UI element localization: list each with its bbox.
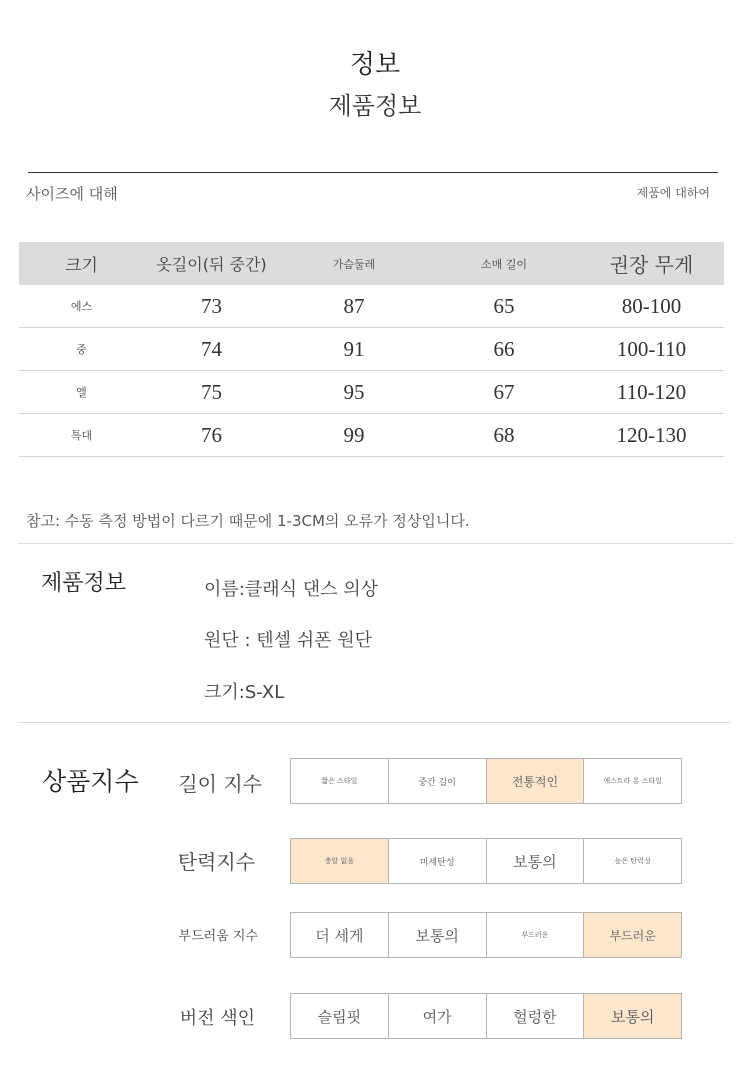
size-cell: 에스: [19, 285, 144, 328]
elasticity-index-scale: [290, 838, 682, 884]
length-option-short: 짧은 스타일: [291, 759, 389, 803]
fit-option-slim: 슬림핏: [291, 994, 389, 1038]
length-option-traditional: 전통적인: [487, 759, 585, 803]
length-cell: 76: [144, 414, 279, 457]
header-length: 옷길이(뒤 중간): [144, 242, 279, 285]
chest-cell: 87: [279, 285, 429, 328]
elasticity-index-label: 탄력지수: [177, 850, 255, 874]
fit-option-casual: 여가: [389, 994, 487, 1038]
elasticity-option-slight: 미세탄성: [389, 839, 487, 883]
section-divider: [18, 543, 733, 544]
table-row: [19, 285, 724, 328]
chest-cell: 99: [279, 414, 429, 457]
sleeve-cell: 68: [429, 414, 579, 457]
softness-option-soft: 부드러운: [487, 913, 585, 957]
header-weight: 권장 무게: [579, 242, 724, 285]
product-info-title: 제품정보: [41, 571, 127, 596]
page-subtitle: 제품정보: [328, 92, 422, 120]
weight-cell: 80-100: [579, 285, 724, 328]
header-divider: [28, 172, 718, 173]
length-index-label: 길이 지수: [178, 772, 262, 796]
elasticity-option-high: 높은 탄력성: [614, 857, 651, 865]
product-size: 크기:S-XL: [204, 682, 285, 703]
table-row: [19, 414, 724, 457]
product-fabric: 원단 : 텐셀 쉬폰 원단: [204, 630, 373, 651]
size-section-label: 사이즈에 대해: [26, 185, 118, 203]
size-cell: 엘: [19, 371, 144, 414]
weight-cell: 110-120: [579, 371, 724, 414]
length-cell: 75: [144, 371, 279, 414]
elasticity-option-normal: 보통의: [487, 839, 585, 883]
size-cell: 특대: [19, 414, 144, 457]
sleeve-cell: 65: [429, 285, 579, 328]
weight-cell: 100-110: [579, 328, 724, 371]
elasticity-option-none: 충알 없음: [291, 839, 389, 883]
fit-option-regular: 보통의: [584, 994, 681, 1038]
softness-index-scale: [290, 912, 682, 958]
chest-cell: 91: [279, 328, 429, 371]
fit-index-scale: [290, 993, 682, 1039]
sleeve-cell: 67: [429, 371, 579, 414]
softness-option-softest: 부드러운: [584, 913, 681, 957]
fit-index-label: 버전 색인: [179, 1008, 255, 1029]
page-title: 정보: [349, 50, 401, 80]
sleeve-cell: 66: [429, 328, 579, 371]
length-cell: 74: [144, 328, 279, 371]
length-index-scale: [290, 758, 682, 804]
length-cell: 73: [144, 285, 279, 328]
length-option-extra-long: 에스트라 롱 스타일: [603, 777, 662, 785]
product-index-title: 상품지수: [42, 767, 139, 796]
header-sleeve: 소매 길이: [429, 242, 579, 285]
fit-option-loose: 헐렁한: [487, 994, 585, 1038]
size-table-header: [19, 242, 724, 285]
product-section-label: 제품에 대하여: [636, 186, 710, 200]
size-cell: 중: [19, 328, 144, 371]
table-row: [19, 328, 724, 371]
header-chest: 가슴둘레: [279, 242, 429, 285]
section-divider: [18, 722, 730, 723]
softness-index-label: 부드러움 지수: [178, 929, 258, 944]
table-row: [19, 371, 724, 414]
softness-option-harder: 더 세게: [291, 913, 389, 957]
header-size: 크기: [19, 242, 144, 285]
length-option-medium: 중간 길이: [389, 759, 487, 803]
size-table: [19, 242, 724, 457]
softness-option-normal: 보통의: [389, 913, 487, 957]
product-name: 이름:클래식 댄스 의상: [204, 579, 378, 600]
measurement-note: 참고: 수동 측정 방법이 다르기 때문에 1-3CM의 오류가 정상입니다.: [26, 512, 470, 530]
chest-cell: 95: [279, 371, 429, 414]
weight-cell: 120-130: [579, 414, 724, 457]
